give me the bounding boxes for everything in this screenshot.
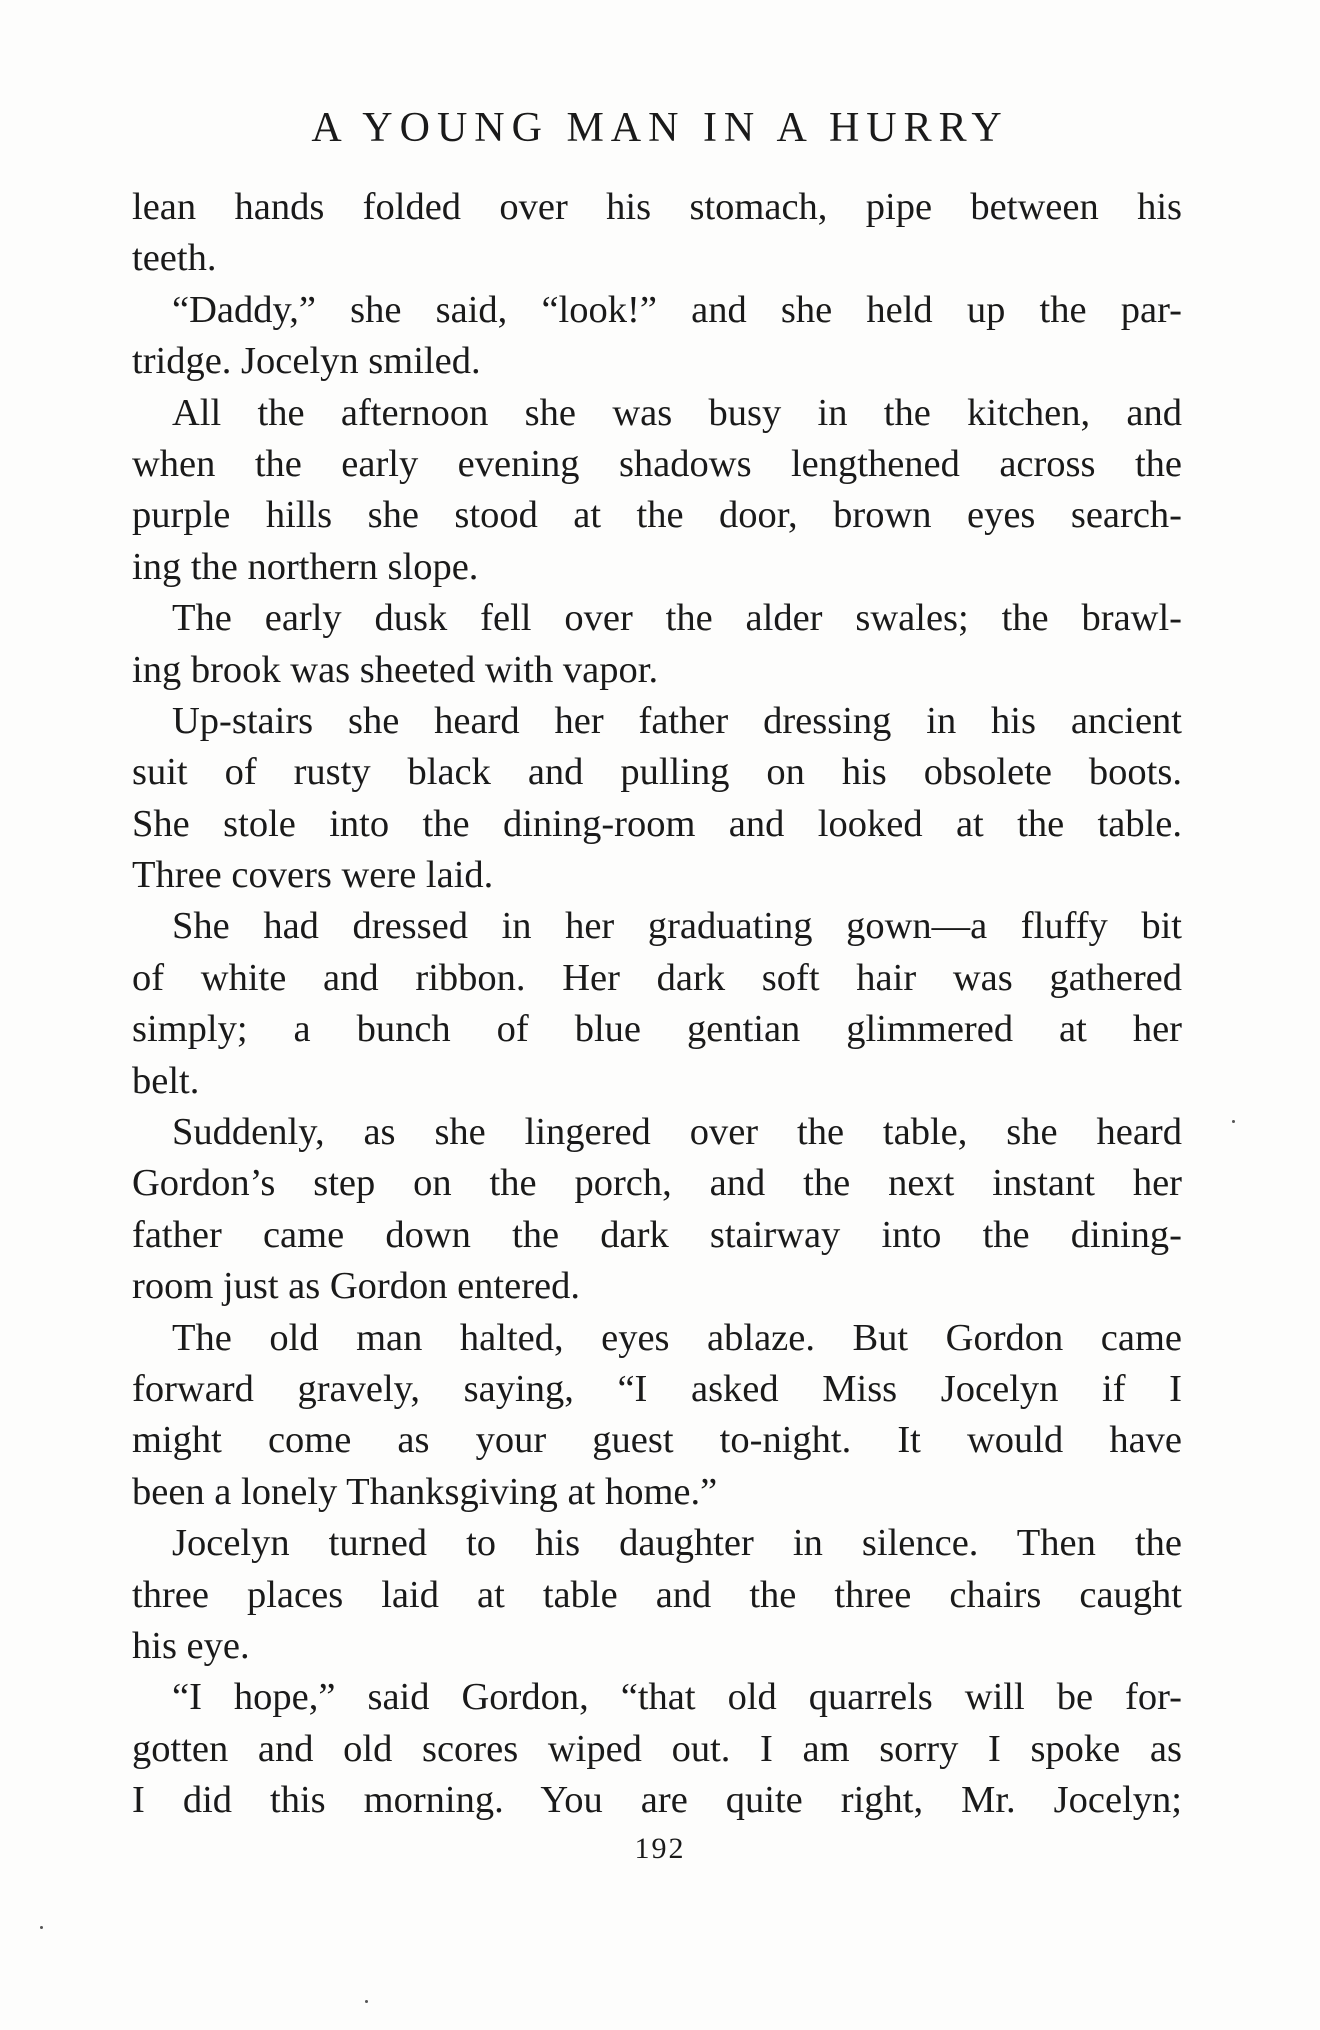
text-line: Suddenly, as she lingered over the table, she heard <box>172 1111 1182 1154</box>
text-line: been a lonely Thanksgiving at home.” <box>132 1470 718 1513</box>
text-line: All the afternoon she was busy in the kitchen, and <box>172 391 1182 434</box>
text-line: room just as Gordon entered. <box>132 1265 580 1308</box>
text-line: teeth. <box>132 237 217 280</box>
text-line: Gordon’s step on the porch, and the next instant her <box>132 1162 1182 1205</box>
text-line: The early dusk fell over the alder swales; the brawl- <box>172 597 1182 640</box>
text-line: simply; a bunch of blue gentian glimmered at her <box>132 1008 1182 1051</box>
text-line: “I hope,” said Gordon, “that old quarrels will be for- <box>172 1676 1182 1719</box>
text-line: purple hills she stood at the door, brown eyes search- <box>132 494 1182 537</box>
text-line: when the early evening shadows lengthened across the <box>132 442 1182 485</box>
text-line: Three covers were laid. <box>132 854 494 897</box>
text-line: “Daddy,” she said, “look!” and she held up the par- <box>172 288 1182 331</box>
text-line: She had dressed in her graduating gown—a fluffy bit <box>172 905 1182 948</box>
text-line: gotten and old scores wiped out. I am sorry I spoke as <box>132 1727 1182 1770</box>
paper-speck <box>40 1926 43 1929</box>
running-head: A YOUNG MAN IN A HURRY <box>311 105 1009 151</box>
text-line: three places laid at table and the three chairs caught <box>132 1573 1182 1616</box>
text-line: Up-stairs she heard her father dressing in his ancient <box>172 699 1182 742</box>
text-line: father came down the dark stairway into the dining- <box>132 1213 1182 1256</box>
body-text <box>132 182 1182 1827</box>
text-line: She stole into the dining-room and looked at the table. <box>132 802 1182 845</box>
text-line: I did this morning. You are quite right, Mr. Jocelyn; <box>132 1779 1182 1822</box>
paper-speck <box>365 2000 368 2003</box>
text-line: tridge. Jocelyn smiled. <box>132 340 481 383</box>
text-line: belt. <box>132 1059 200 1102</box>
text-line: might come as your guest to-night. It would have <box>132 1419 1182 1462</box>
page-number: 192 <box>634 1832 686 1865</box>
text-line: Jocelyn turned to his daughter in silence. Then the <box>172 1522 1182 1565</box>
text-line: of white and ribbon. Her dark soft hair was gathered <box>132 956 1182 999</box>
text-line: The old man halted, eyes ablaze. But Gordon came <box>172 1316 1182 1359</box>
text-line: ing brook was sheeted with vapor. <box>132 648 659 691</box>
text-line: forward gravely, saying, “I asked Miss Jocelyn if I <box>132 1367 1182 1410</box>
text-line: lean hands folded over his stomach, pipe between his <box>132 186 1182 228</box>
text-line: suit of rusty black and pulling on his obsolete boots. <box>132 751 1182 794</box>
text-line: ing the northern slope. <box>132 545 479 588</box>
text-line: his eye. <box>132 1624 250 1667</box>
paper-speck <box>1232 1120 1235 1123</box>
